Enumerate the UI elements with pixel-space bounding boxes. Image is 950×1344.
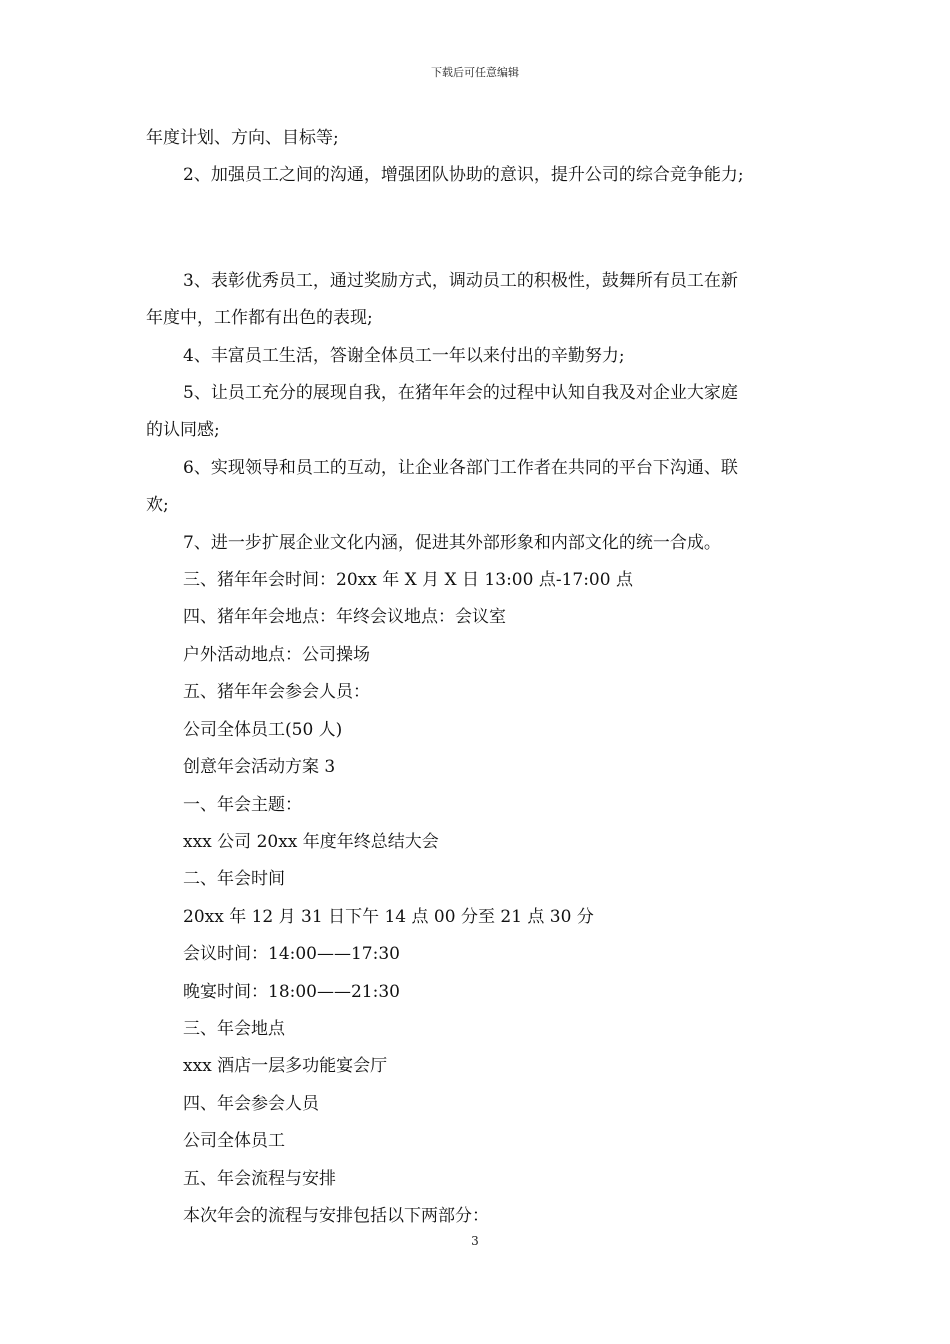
body-paragraph: 公司全体员工 — [183, 1131, 285, 1152]
body-paragraph: 20xx 年 12 月 31 日下午 14 点 00 分至 21 点 30 分 — [183, 906, 594, 927]
body-paragraph: 创意年会活动方案 3 — [183, 757, 336, 778]
body-paragraph: 三、年会地点 — [183, 1018, 285, 1039]
body-paragraph: 四、年会参会人员 — [183, 1093, 319, 1114]
body-paragraph: 6、实现领导和员工的互动，让企业各部门工作者在共同的平台下沟通、联 — [183, 457, 738, 478]
body-paragraph: 5、让员工充分的展现自我，在猪年年会的过程中认知自我及对企业大家庭 — [183, 383, 738, 404]
page-header: 下载后可任意编辑 — [431, 66, 519, 79]
body-paragraph: 会议时间：14:00——17:30 — [183, 944, 400, 965]
body-paragraph: 晚宴时间：18:00——21:30 — [183, 981, 400, 1002]
body-paragraph: 三、猪年年会时间：20xx 年 X 月 X 日 13:00 点-17:00 点 — [183, 570, 633, 591]
body-paragraph: 本次年会的流程与安排包括以下两部分： — [183, 1205, 489, 1226]
body-paragraph: 四、猪年年会地点：年终会议地点：会议室 — [183, 607, 506, 628]
body-paragraph: 年度计划、方向、目标等; — [146, 128, 339, 148]
body-paragraph: xxx 公司 20xx 年度年终总结大会 — [183, 831, 439, 852]
body-paragraph: xxx 酒店一层多功能宴会厅 — [183, 1056, 388, 1077]
body-paragraph: 7、进一步扩展企业文化内涵，促进其外部形象和内部文化的统一合成。 — [183, 532, 721, 553]
body-paragraph: 2、加强员工之间的沟通，增强团队协助的意识，提升公司的综合竞争能力; — [183, 165, 744, 186]
body-paragraph: 公司全体员工(50 人) — [183, 719, 343, 740]
body-paragraph: 二、年会时间 — [183, 869, 285, 890]
body-paragraph: 年度中，工作都有出色的表现; — [146, 308, 373, 329]
paragraph-spacer — [146, 211, 808, 247]
page-number: 3 — [471, 1234, 479, 1248]
body-paragraph: 欢; — [146, 495, 169, 516]
body-paragraph: 户外活动地点：公司操场 — [183, 644, 370, 665]
body-paragraph: 3、表彰优秀员工，通过奖励方式，调动员工的积极性，鼓舞所有员工在新 — [183, 270, 738, 291]
body-paragraph: 五、年会流程与安排 — [183, 1168, 336, 1189]
body-paragraph: 4、丰富员工生活，答谢全体员工一年以来付出的辛勤努力; — [183, 345, 625, 366]
document-body — [146, 120, 808, 1235]
body-paragraph: 五、猪年年会参会人员： — [183, 682, 370, 703]
body-paragraph: 的认同感; — [146, 420, 220, 441]
body-paragraph: 一、年会主题： — [183, 794, 302, 815]
